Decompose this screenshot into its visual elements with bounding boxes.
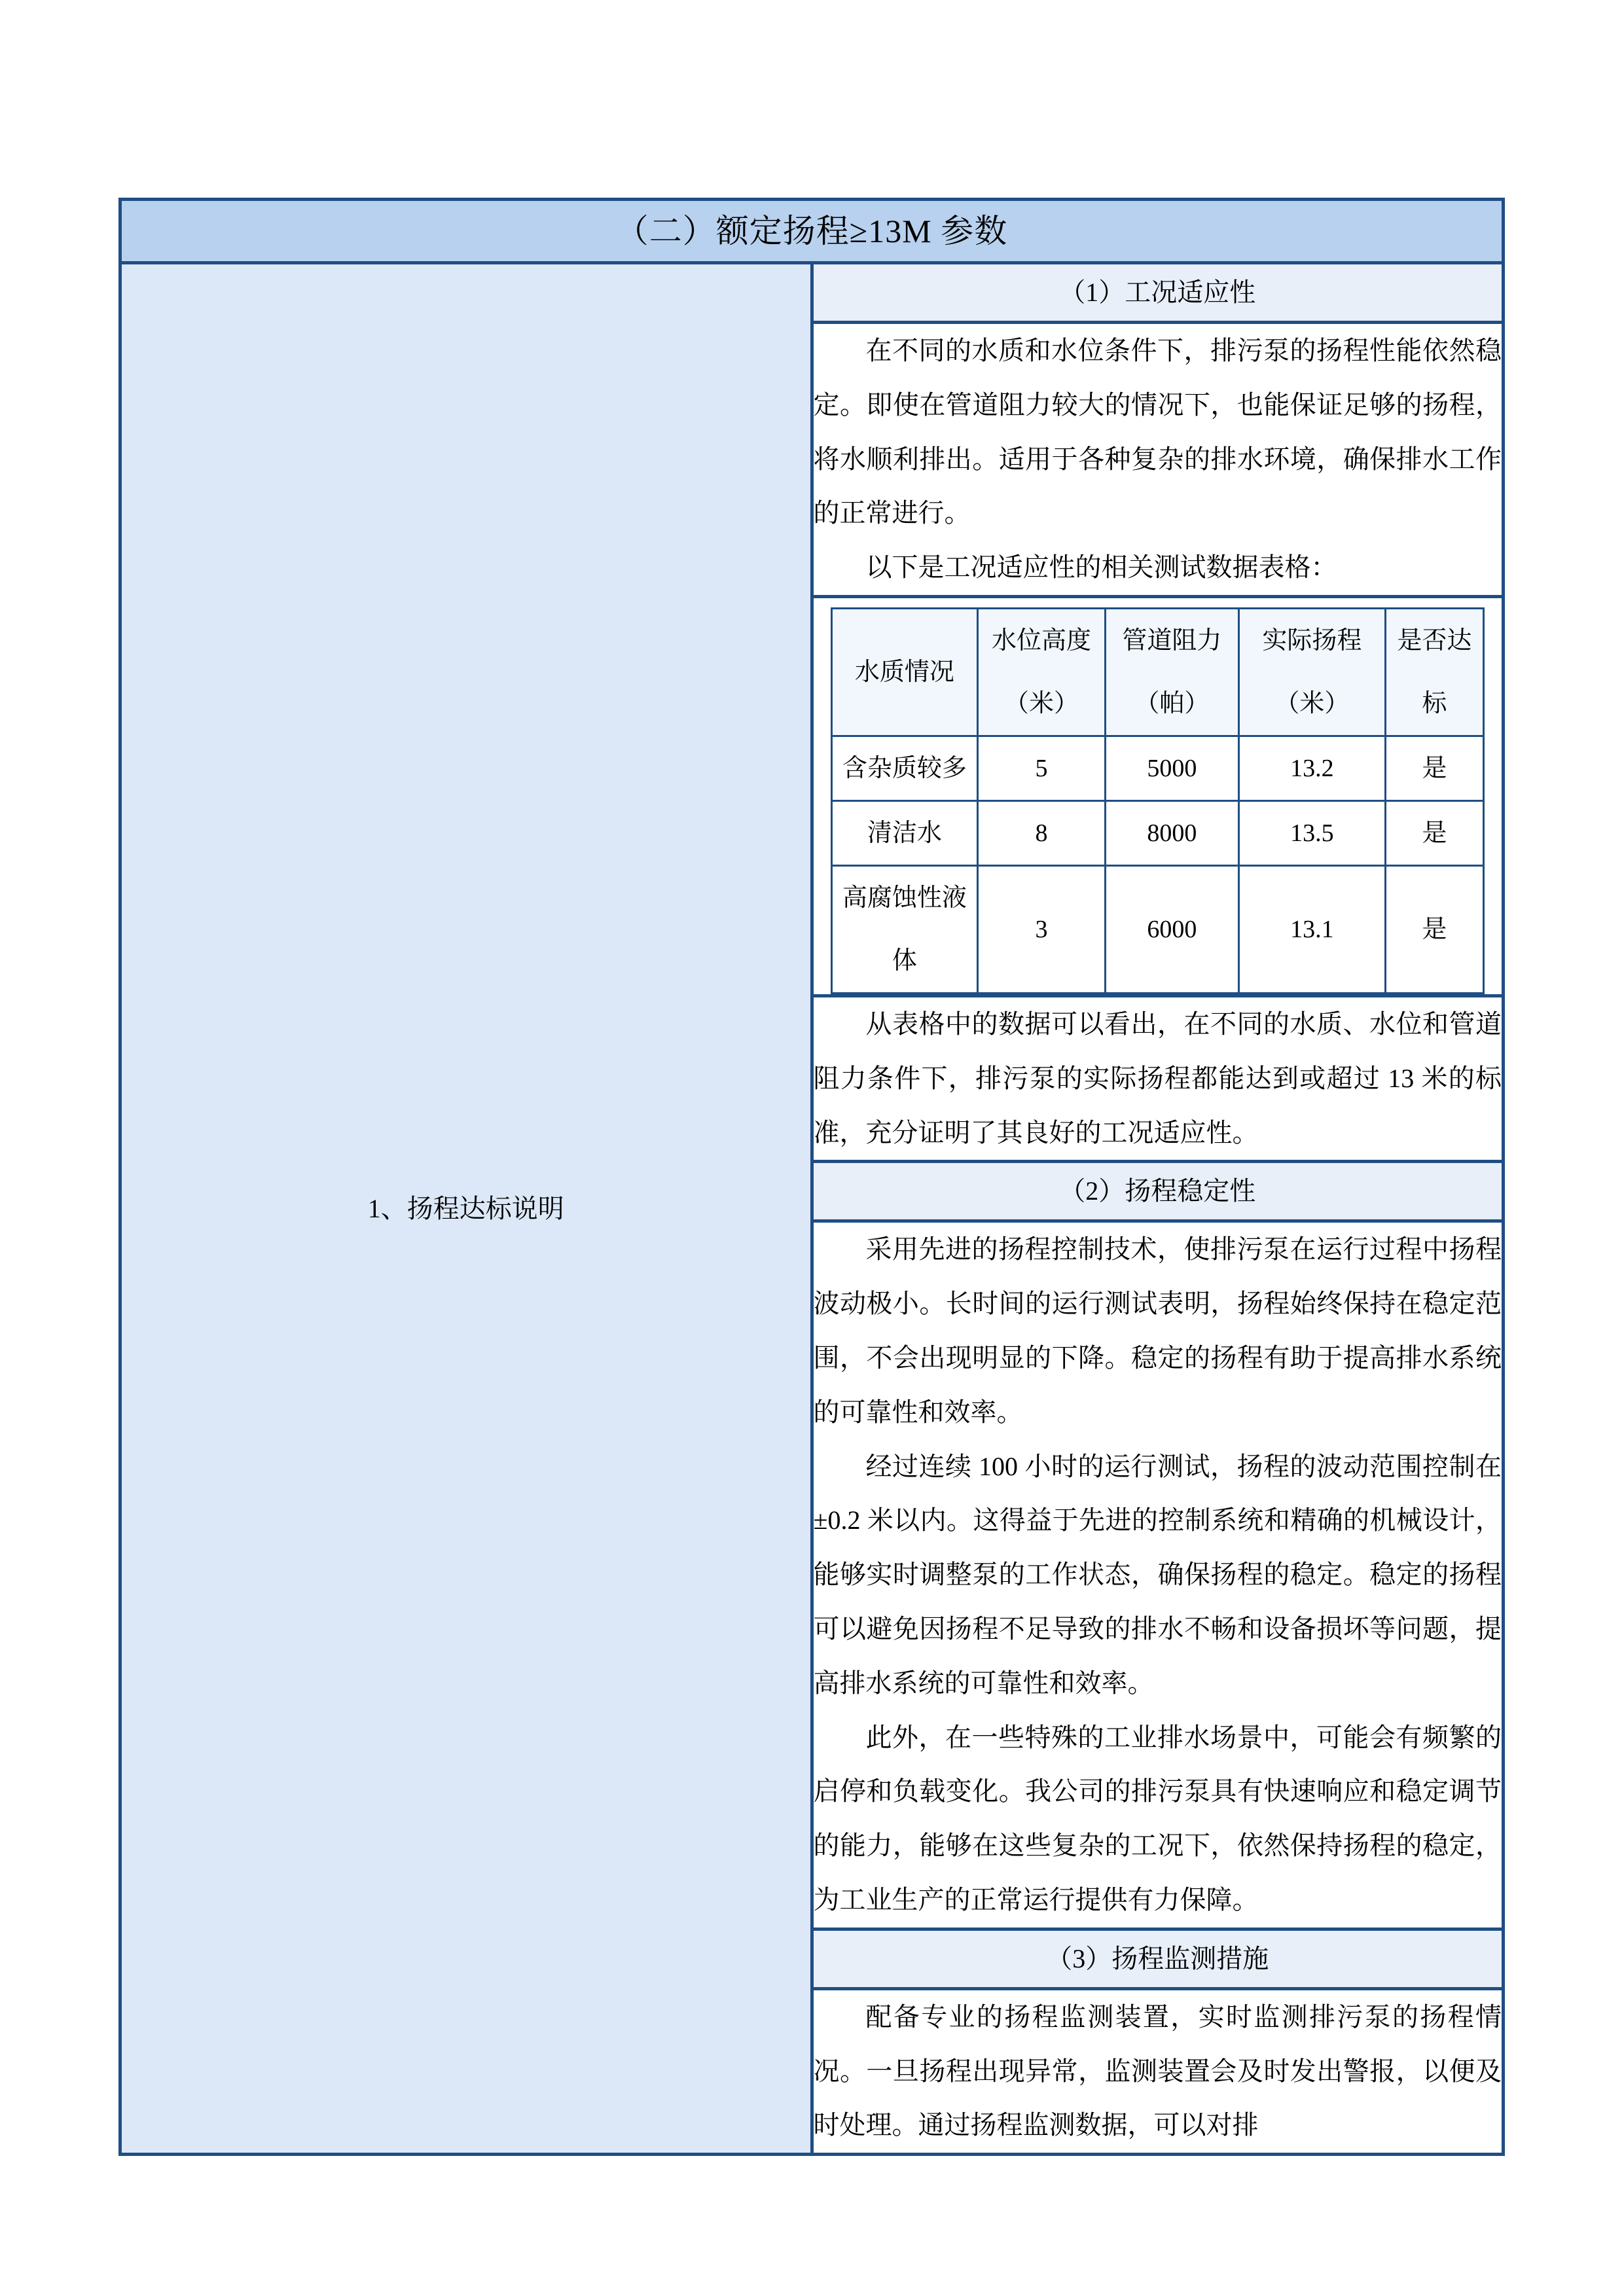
cell-water-level: 5 <box>978 736 1105 800</box>
column-header-compliant: 是否达标 <box>1385 608 1483 736</box>
cell-pipe-resistance: 8000 <box>1105 800 1238 865</box>
cell-water-level: 3 <box>978 865 1105 993</box>
cell-pipe-resistance: 6000 <box>1105 865 1238 993</box>
working-condition-data-table <box>831 607 1485 994</box>
section-heading-2: （2）扬程稳定性 <box>812 1162 1504 1221</box>
table-row <box>831 736 1484 800</box>
cell-pipe-resistance: 5000 <box>1105 736 1238 800</box>
section-1-conclusion-cell <box>812 996 1504 1161</box>
table-row <box>831 865 1484 993</box>
cell-compliant: 是 <box>1385 865 1483 993</box>
cell-water-quality: 高腐蚀性液体 <box>831 865 978 993</box>
paragraph: 从表格中的数据可以看出，在不同的水质、水位和管道阻力条件下，排污泵的实际扬程都能达到或超过 13 米的标准，充分证明了其良好的工况适应性。 <box>813 1009 1502 1147</box>
main-parameter-table <box>118 198 1505 2156</box>
cell-actual-head: 13.2 <box>1238 736 1385 800</box>
section-3-body-cell <box>812 1988 1504 2154</box>
paragraph: 在不同的水质和水位条件下，排污泵的扬程性能依然稳定。即使在管道阻力较大的情况下，也能保证足够的扬程，将水顺利排出。适用于各种复杂的排水环境，确保排水工作的正常进行。 <box>813 336 1502 528</box>
section-heading-1: （1）工况适应性 <box>812 263 1504 323</box>
column-header-actual-head: 实际扬程（米） <box>1238 608 1385 736</box>
column-header-water-quality: 水质情况 <box>831 608 978 736</box>
cell-water-quality: 含杂质较多 <box>831 736 978 800</box>
paragraph: 经过连续 100 小时的运行测试，扬程的波动范围控制在±0.2 米以内。这得益于先进的控制系统和精确的机械设计，能够实时调整泵的工作状态，确保扬程的稳定。稳定的扬程可以避免因扬程不足导致的排水不畅和设备损坏等问题，提高排水系统的可靠性和效率。 <box>813 1451 1502 1698</box>
section-2-body-cell <box>812 1221 1504 1929</box>
paragraph: 配备专业的扬程监测装置，实时监测排污泵的扬程情况。一旦扬程出现异常，监测装置会及时发出警报，以便及时处理。通过扬程监测数据，可以对排 <box>813 2001 1502 2140</box>
paragraph: 此外，在一些特殊的工业排水场景中，可能会有频繁的启停和负载变化。我公司的排污泵具有快速响应和稳定调节的能力，能够在这些复杂的工况下，依然保持扬程的稳定，为工业生产的正常运行提供有力保障。 <box>813 1722 1502 1914</box>
paragraph: 采用先进的扬程控制技术，使排污泵在运行过程中扬程波动极小。长时间的运行测试表明，扬程始终保持在稳定范围，不会出现明显的下降。稳定的扬程有助于提高排水系统的可靠性和效率。 <box>813 1234 1502 1427</box>
cell-compliant: 是 <box>1385 800 1483 865</box>
column-header-pipe-resistance: 管道阻力（帕） <box>1105 608 1238 736</box>
cell-water-quality: 清洁水 <box>831 800 978 865</box>
section-heading-3: （3）扬程监测措施 <box>812 1929 1504 1988</box>
data-table-header-row <box>831 608 1484 736</box>
cell-compliant: 是 <box>1385 736 1483 800</box>
column-header-water-level: 水位高度（米） <box>978 608 1105 736</box>
cell-actual-head: 13.5 <box>1238 800 1385 865</box>
paragraph: 以下是工况适应性的相关测试数据表格： <box>865 552 1337 583</box>
cell-actual-head: 13.1 <box>1238 865 1385 993</box>
section-1-intro-cell <box>812 323 1504 597</box>
cell-water-level: 8 <box>978 800 1105 865</box>
data-table-cell <box>812 596 1504 996</box>
table-row <box>831 800 1484 865</box>
section-1-heading-row <box>120 263 1504 323</box>
banner-row <box>120 200 1504 263</box>
banner-title: （二）额定扬程≥13M 参数 <box>120 200 1504 263</box>
row-label-head-compliance: 1、扬程达标说明 <box>120 263 812 2155</box>
